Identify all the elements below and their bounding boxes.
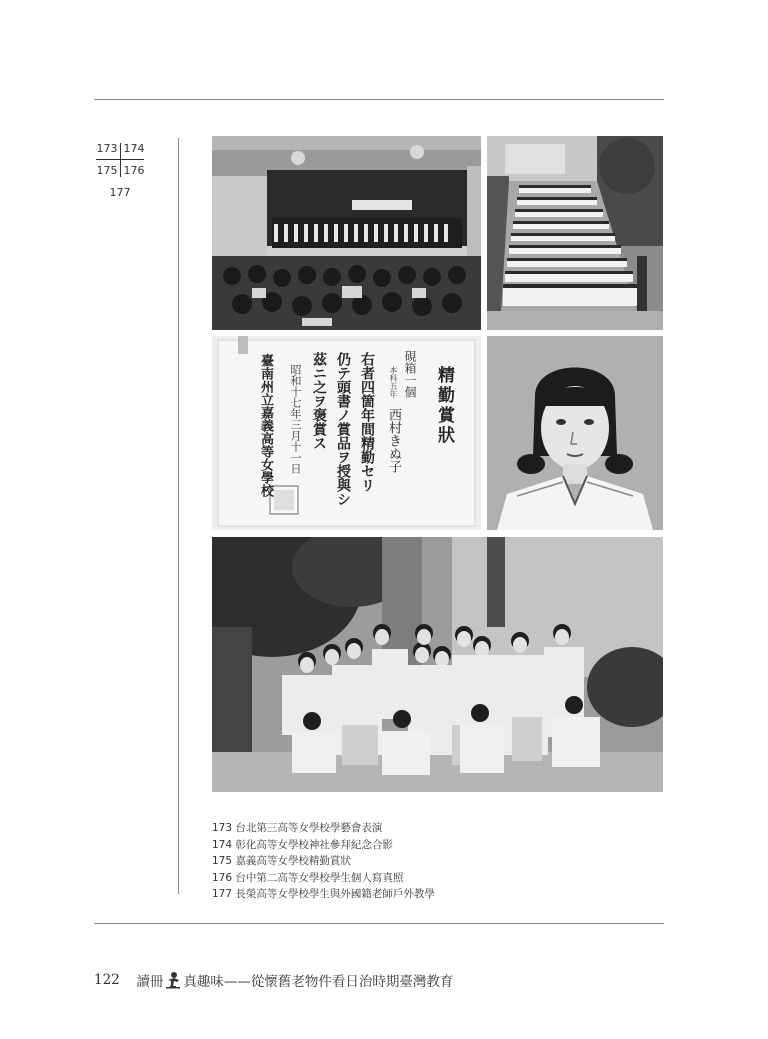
margin-divider [178, 138, 179, 894]
page-number: 122 [94, 972, 120, 988]
certificate-grade: 本科五年 [389, 366, 398, 398]
photo-174-shrine-group [487, 136, 663, 330]
certificate-body-line3: 茲ニ之ヲ褒賞ス [311, 352, 327, 450]
certificate-prize: 硯箱一個 [403, 350, 417, 398]
caption-174: 174 彰化高等女學校神社參拜紀念合影 [212, 838, 393, 851]
caption-177: 177 長榮高等女學校學生與外國籍老師戶外教學 [212, 888, 435, 900]
key-173: 173 [96, 142, 118, 155]
key-174: 174 [123, 142, 145, 155]
book-title-part1: 讀冊 [136, 974, 164, 990]
photo-173-stage-performance [212, 136, 481, 330]
certificate-date: 昭和十七年三月十一日 [289, 364, 302, 474]
header-rule [94, 99, 664, 100]
key-175: 175 [96, 164, 118, 177]
caption-176: 176 台中第二高等女學校學生個人寫真照 [212, 871, 404, 884]
certificate-student: 西村きぬ子 [386, 408, 401, 473]
certificate-body-line1: 右者四箇年間精勤セリ [359, 352, 375, 492]
book-title-part2: 真趣味——從懷舊老物件看日治時期臺灣教育 [183, 974, 454, 990]
photo-176-student-portrait [487, 336, 663, 530]
footer-rule [94, 923, 664, 924]
certificate-title: 精勤賞狀 [434, 366, 454, 446]
photo-captions [212, 820, 435, 903]
reading-figure-icon [164, 971, 182, 989]
key-176: 176 [123, 164, 145, 177]
photo-175-certificate [212, 336, 481, 530]
certificate-body-line2: 仍テ頭書ノ賞品ヲ授與シ [335, 352, 351, 506]
certificate-school: 臺南州立嘉義高等女學校 [258, 354, 273, 497]
photo-177-outdoor-class [212, 537, 663, 792]
caption-173: 173 台北第三高等女學校學藝會表演 [212, 822, 383, 834]
key-177: 177 [109, 186, 131, 199]
page-footer [94, 970, 453, 990]
caption-175: 175 嘉義高等女學校精勤賞狀 [212, 855, 351, 867]
